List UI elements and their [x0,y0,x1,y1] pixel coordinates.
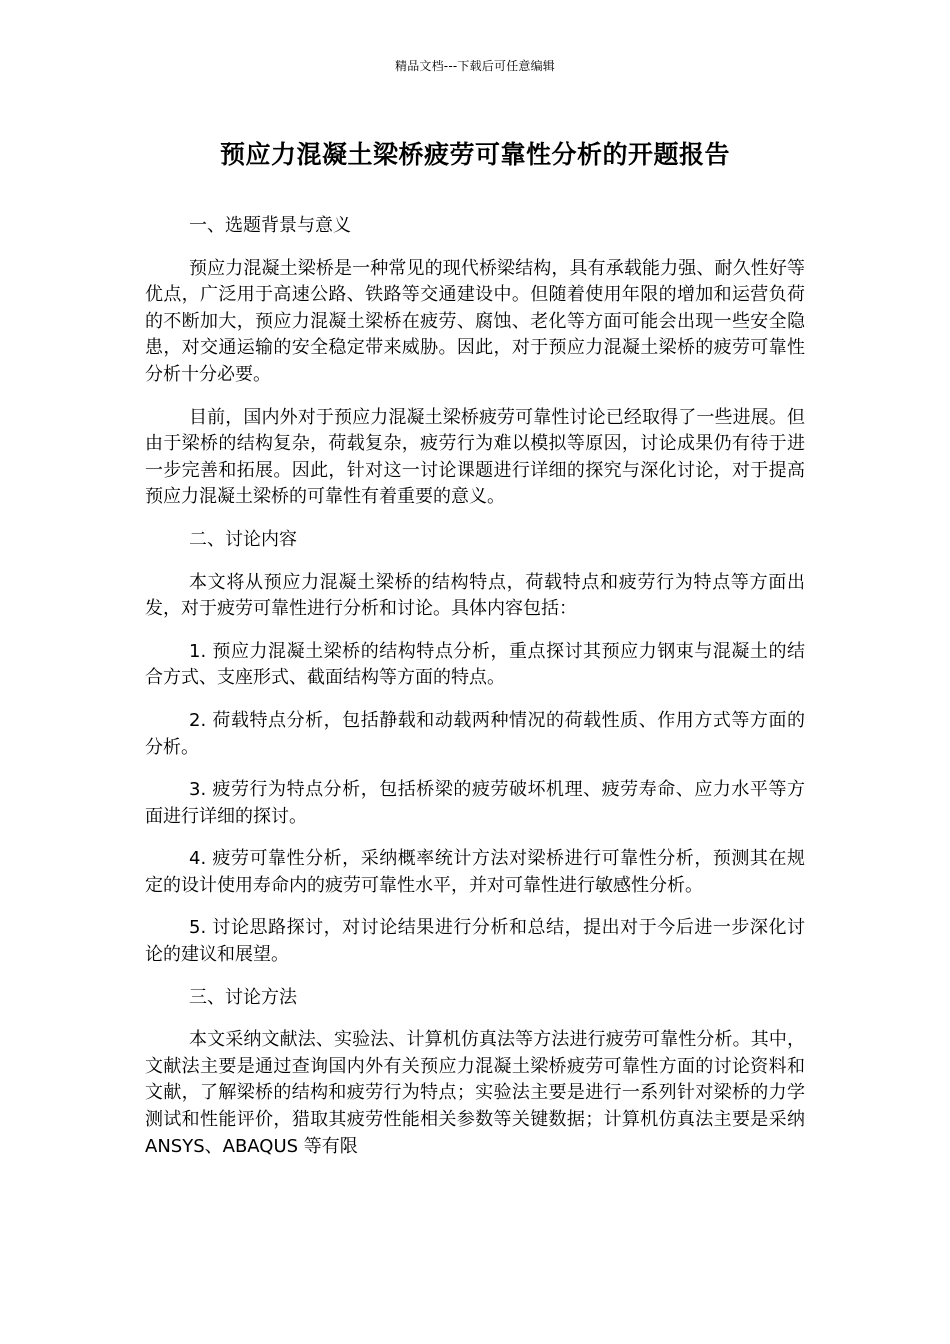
paragraph: 预应力混凝土梁桥是一种常见的现代桥梁结构，具有承载能力强、耐久性好等优点，广泛用于高速公路、铁路等交通建设中。但随着使用年限的增加和运营负荷的不断加大，预应力混凝土梁桥在疲劳、腐蚀、老化等方面可能会出现一些安全隐患，对交通运输的安全稳定带来威胁。因此，对于预应力混凝土梁桥的疲劳可靠性分析十分必要。 [145,257,805,385]
page-header-watermark: 精品文档---下载后可任意编辑 [395,59,555,73]
list-item: 4. 疲劳可靠性分析，采纳概率统计方法对梁桥进行可靠性分析，预测其在规定的设计使用寿命内的疲劳可靠性水平，并对可靠性进行敏感性分析。 [145,848,805,896]
list-item: 3. 疲劳行为特点分析，包括桥梁的疲劳破坏机理、疲劳寿命、应力水平等方面进行详细的探讨。 [145,779,805,827]
document-title: 预应力混凝土梁桥疲劳可靠性分析的开题报告 [219,140,730,169]
document-body [145,213,805,1176]
section-heading-background: 一、选题背景与意义 [189,215,351,236]
section-heading-methods: 三、讨论方法 [189,986,297,1008]
list-item: 1. 预应力混凝土梁桥的结构特点分析，重点探讨其预应力钢束与混凝土的结合方式、支座形式、截面结构等方面的特点。 [145,640,805,689]
list-item: 5. 讨论思路探讨，对讨论结果进行分析和总结，提出对于今后进一步深化讨论的建议和展望。 [145,917,805,966]
list-item: 2. 荷载特点分析，包括静载和动载两种情况的荷载性质、作用方式等方面的分析。 [145,709,805,758]
paragraph: 目前，国内外对于预应力混凝土梁桥疲劳可靠性讨论已经取得了一些进展。但由于梁桥的结构复杂，荷载复杂，疲劳行为难以模拟等原因，讨论成果仍有待于进一步完善和拓展。因此，针对这一讨论课题进行详细的探究与深化讨论，对于提高预应力混凝土梁桥的可靠性有着重要的意义。 [145,406,805,508]
section-heading-content: 二、讨论内容 [189,528,297,550]
paragraph: 本文采纳文献法、实验法、计算机仿真法等方法进行疲劳可靠性分析。其中，文献法主要是通过查询国内外有关预应力混凝土梁桥疲劳可靠性方面的讨论资料和文献，了解梁桥的结构和疲劳行为特点；实验法主要是进行一系列针对梁桥的力学测试和性能评价，猎取其疲劳性能相关参数等关键数据；计算机仿真法主要是采纳 ANSYS、ABAQUS 等有限 [145,1029,805,1157]
paragraph: 本文将从预应力混凝土梁桥的结构特点，荷载特点和疲劳行为特点等方面出发，对于疲劳可靠性进行分析和讨论。具体内容包括： [145,571,805,620]
